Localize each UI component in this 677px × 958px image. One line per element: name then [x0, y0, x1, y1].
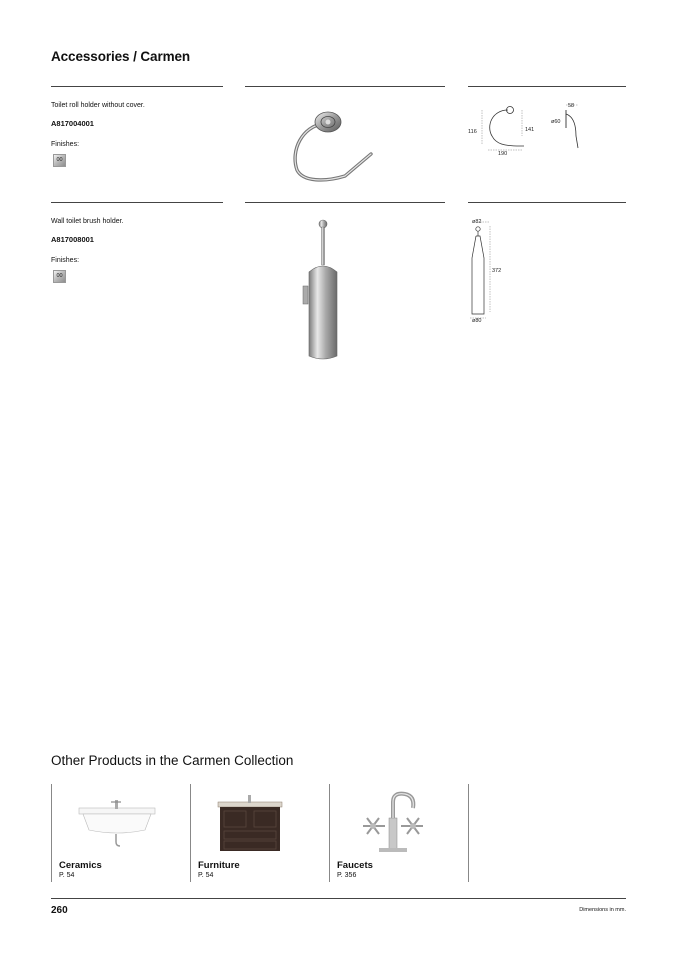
dimension-label: 372 [492, 268, 502, 274]
collection-tile-faucets[interactable] [329, 784, 467, 882]
footer-divider [51, 898, 626, 899]
dimension-label: ø80 [472, 318, 482, 324]
toilet-brush-holder-image [245, 216, 408, 366]
dimension-label: 58 [568, 103, 575, 109]
technical-drawing-toilet-roll-holder [462, 96, 592, 160]
divider [51, 86, 223, 87]
tile-label: Furniture [198, 860, 240, 871]
toilet-roll-holder-image [245, 100, 408, 188]
divider [245, 202, 445, 203]
tile-page-ref: P. 54 [198, 872, 214, 879]
product-photo-toilet-roll-holder [245, 100, 408, 188]
finish-swatch-chrome[interactable]: 00 [53, 154, 66, 167]
finish-swatch-chrome[interactable]: 00 [53, 270, 66, 283]
dimension-label: 116 [468, 129, 477, 135]
section-title: Other Products in the Carmen Collection [51, 753, 294, 768]
divider [245, 86, 445, 87]
product-description: Toilet roll holder without cover. [51, 102, 145, 109]
collection-tile-ceramics[interactable] [51, 784, 189, 882]
collection-tile-furniture[interactable] [190, 784, 328, 882]
dimension-label: ø82 [472, 219, 482, 225]
page-number: 260 [51, 905, 68, 916]
dimensions-note: Dimensions in mm. [579, 907, 626, 913]
divider [468, 784, 469, 882]
ceramics-image [75, 796, 159, 850]
product-code: A817004001 [51, 119, 94, 128]
tile-label: Ceramics [59, 860, 102, 871]
faucets-image [349, 788, 435, 856]
product-photo-toilet-brush-holder [245, 216, 408, 366]
tile-page-ref: P. 54 [59, 872, 75, 879]
dimension-label: 190 [498, 151, 508, 157]
dimension-label: ø60 [551, 119, 561, 125]
divider [468, 86, 626, 87]
tile-label: Faucets [337, 860, 373, 871]
page-title: Accessories / Carmen [51, 49, 191, 64]
furniture-image [212, 792, 288, 856]
technical-drawing-toilet-brush-holder [462, 214, 552, 326]
dimension-label: 141 [525, 127, 535, 133]
product-code: A817008001 [51, 235, 94, 244]
product-description: Wall toilet brush holder. [51, 218, 124, 225]
finishes-label: Finishes: [51, 141, 80, 148]
finishes-label: Finishes: [51, 257, 80, 264]
divider [51, 202, 223, 203]
divider [468, 202, 626, 203]
tile-page-ref: P. 356 [337, 872, 357, 879]
